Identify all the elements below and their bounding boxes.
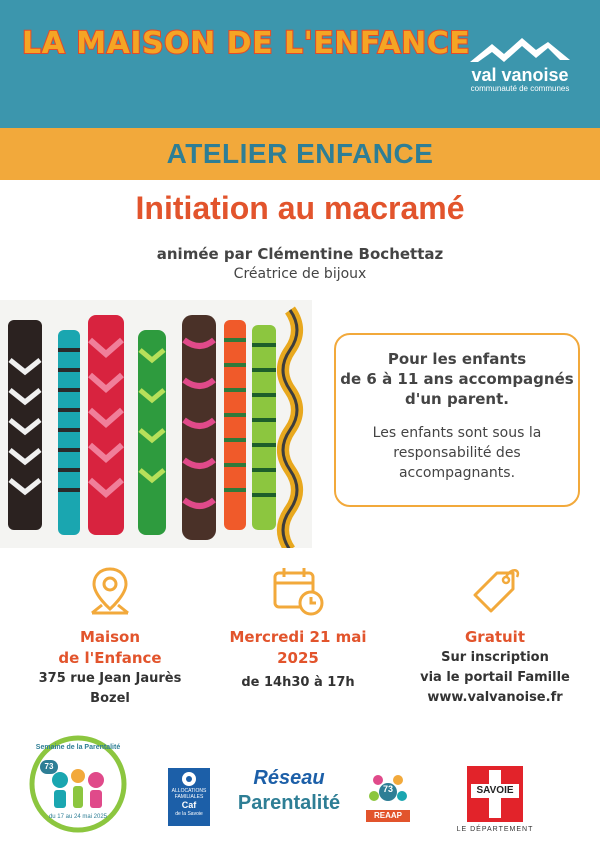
responsibility-line-3: accompagnants. (398, 465, 516, 481)
caf-line-4: de la Savoie (175, 811, 203, 817)
date-day: Mercredi 21 mai (229, 628, 367, 646)
mountain-logo-icon (470, 34, 570, 64)
savoie-departement-logo (452, 766, 538, 838)
caf-line-3: Caf (181, 800, 197, 810)
calendar-clock-icon (271, 565, 325, 617)
audience-line-1: Pour les enfants (387, 350, 527, 368)
map-pin-icon (88, 565, 132, 617)
band-label: ATELIER ENFANCE (166, 138, 434, 169)
price-line-1: Sur inscription (441, 650, 549, 665)
location-address: 375 rue Jean Jaurès (38, 671, 182, 686)
event-host: animée par Clémentine Bochettaz (156, 245, 444, 263)
reaap-logo (366, 770, 410, 826)
location-name-1: Maison (79, 628, 141, 646)
price-line-2: via le portail Famille (420, 670, 570, 685)
location-block (10, 565, 210, 709)
reseau-word: Réseau (253, 767, 325, 789)
semaine-parentalite-logo (28, 734, 128, 834)
price-tag-icon (467, 565, 523, 617)
price-label: Gratuit (465, 628, 525, 646)
responsibility-line-2: responsabilité des (393, 445, 521, 461)
caf-line-2: FAMILIALES (174, 794, 204, 800)
semaine-badge-73: 73 (40, 760, 58, 774)
caf-logo (168, 768, 210, 826)
reaap-badge-73: 73 (382, 784, 393, 794)
atelier-band (0, 128, 600, 180)
responsibility-line-1: Les enfants sont sous la (372, 425, 542, 441)
savoie-label: SAVOIE (476, 785, 514, 796)
header-banner (0, 0, 600, 128)
parentalite-word: Parentalité (237, 792, 341, 814)
departement-label: LE DÉPARTEMENT (456, 826, 534, 833)
location-town: Bozel (90, 691, 130, 706)
location-name-2: de l'Enfance (58, 649, 162, 667)
price-website: www.valvanoise.fr (427, 690, 563, 705)
semaine-title: Semaine de la Parentalité (35, 744, 121, 751)
audience-line-3: d'un parent. (405, 390, 509, 408)
reseau-parentalite-logo (216, 766, 362, 826)
date-year: 2025 (277, 649, 319, 667)
brand-name: val vanoise (471, 65, 569, 85)
audience-info-box (334, 333, 580, 507)
event-host-role: Créatrice de bijoux (233, 266, 367, 282)
date-block (198, 565, 398, 693)
date-hours: de 14h30 à 17h (241, 675, 355, 690)
partner-logos (0, 728, 600, 848)
caf-emblem-icon (168, 768, 210, 788)
brand-tagline: communauté de communes (470, 84, 570, 93)
price-block (395, 565, 595, 708)
event-title: Initiation au macramé (135, 190, 465, 226)
macrame-bracelets-photo (0, 300, 312, 548)
audience-line-2: de 6 à 11 ans accompagnés (340, 370, 574, 388)
main-title: LA MAISON DE L'ENFANCE (22, 26, 471, 61)
caf-line-1: ALLOCATIONS (171, 788, 207, 794)
semaine-dates: du 17 au 24 mai 2025 (48, 814, 108, 820)
val-vanoise-logo (460, 34, 580, 94)
reaap-label: REAAP (366, 810, 410, 822)
